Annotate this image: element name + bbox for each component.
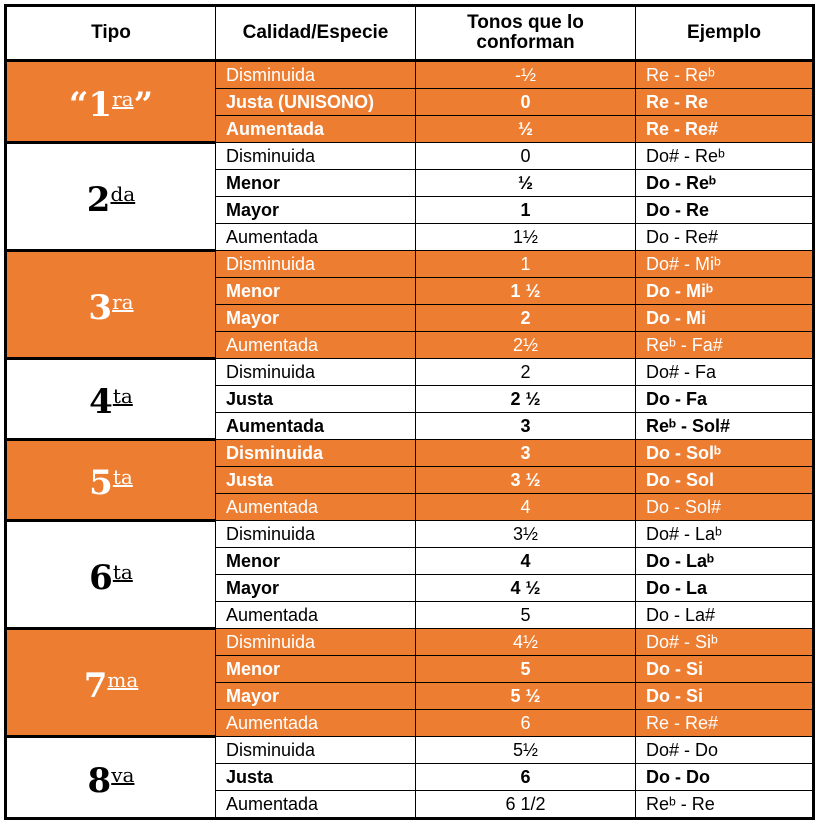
- example-cell: Do - Mi: [636, 305, 814, 332]
- interval-suffix: ra: [112, 86, 134, 111]
- header-calidad: Calidad/Especie: [216, 6, 416, 61]
- table-row: [6, 521, 814, 548]
- quality-cell: Menor: [216, 548, 416, 575]
- example-cell: Do - Fa: [636, 386, 814, 413]
- example-cell: Do - Sol: [636, 467, 814, 494]
- table-row: [6, 251, 814, 278]
- tones-cell: 2½: [416, 332, 636, 359]
- interval-number: 3: [88, 287, 113, 328]
- example-cell: Re - Re: [636, 89, 814, 116]
- table-row: [6, 143, 814, 170]
- interval-suffix: ma: [107, 667, 139, 692]
- quality-cell: Justa (UNISONO): [216, 89, 416, 116]
- example-cell: Do# - Reᵇ: [636, 143, 814, 170]
- quality-cell: Mayor: [216, 305, 416, 332]
- example-cell: Do - Miᵇ: [636, 278, 814, 305]
- table-row: [6, 359, 814, 386]
- example-cell: Reᵇ - Fa#: [636, 332, 814, 359]
- tones-cell: 2 ½: [416, 386, 636, 413]
- interval-number: 8: [87, 760, 112, 801]
- quality-cell: Disminuida: [216, 629, 416, 656]
- interval-number: 6: [89, 557, 113, 598]
- example-cell: Do - Si: [636, 683, 814, 710]
- interval-type-cell: [6, 521, 216, 629]
- interval-type-cell: [6, 359, 216, 440]
- tones-cell: 2: [416, 359, 636, 386]
- quality-cell: Disminuida: [216, 61, 416, 89]
- example-cell: Do - La: [636, 575, 814, 602]
- tones-cell: 4: [416, 548, 636, 575]
- tones-cell: 6: [416, 710, 636, 737]
- tones-cell: 5½: [416, 737, 636, 764]
- tones-cell: 5 ½: [416, 683, 636, 710]
- interval-number: 4: [89, 382, 113, 422]
- example-cell: Do# - Siᵇ: [636, 629, 814, 656]
- tones-cell: 1 ½: [416, 278, 636, 305]
- interval-suffix: da: [110, 181, 136, 206]
- tones-cell: ½: [416, 170, 636, 197]
- table-body: [6, 61, 814, 819]
- quality-cell: Disminuida: [216, 521, 416, 548]
- example-cell: Do - Re#: [636, 224, 814, 251]
- tones-cell: 2: [416, 305, 636, 332]
- tones-cell: 3: [416, 440, 636, 467]
- example-cell: Do - Solᵇ: [636, 440, 814, 467]
- quality-cell: Aumentada: [216, 224, 416, 251]
- tones-cell: 4½: [416, 629, 636, 656]
- tones-cell: -½: [416, 61, 636, 89]
- example-cell: Do# - Fa: [636, 359, 814, 386]
- example-cell: Do - Reᵇ: [636, 170, 814, 197]
- header-row: [6, 6, 814, 61]
- example-cell: Do# - Laᵇ: [636, 521, 814, 548]
- tones-cell: 6 1/2: [416, 791, 636, 819]
- example-cell: Do - Si: [636, 656, 814, 683]
- example-cell: Reᵇ - Sol#: [636, 413, 814, 440]
- interval-table: [4, 4, 815, 820]
- quality-cell: Aumentada: [216, 332, 416, 359]
- header-tipo: Tipo: [6, 6, 216, 61]
- example-cell: Do - Do: [636, 764, 814, 791]
- example-cell: Do - Re: [636, 197, 814, 224]
- example-cell: Do - La#: [636, 602, 814, 629]
- tones-cell: 3½: [416, 521, 636, 548]
- interval-type-cell: [6, 61, 216, 143]
- tones-cell: 6: [416, 764, 636, 791]
- interval-suffix: ra: [112, 289, 134, 314]
- quality-cell: Justa: [216, 764, 416, 791]
- tones-cell: 1: [416, 251, 636, 278]
- interval-suffix: va: [111, 762, 135, 787]
- interval-type-cell: [6, 143, 216, 251]
- quality-cell: Justa: [216, 386, 416, 413]
- interval-suffix: ta: [112, 559, 133, 584]
- header-ejemplo: Ejemplo: [636, 6, 814, 61]
- interval-type-cell: [6, 251, 216, 359]
- example-cell: Do# - Do: [636, 737, 814, 764]
- example-cell: Do# - Miᵇ: [636, 251, 814, 278]
- interval-number: 5: [89, 463, 113, 503]
- quality-cell: Menor: [216, 278, 416, 305]
- quality-cell: Menor: [216, 170, 416, 197]
- tones-cell: ½: [416, 116, 636, 143]
- tones-cell: 1: [416, 197, 636, 224]
- example-cell: Re - Re#: [636, 116, 814, 143]
- interval-number: “1: [68, 84, 113, 125]
- table-row: [6, 629, 814, 656]
- quality-cell: Mayor: [216, 683, 416, 710]
- table-row: [6, 440, 814, 467]
- quality-cell: Aumentada: [216, 710, 416, 737]
- quality-cell: Justa: [216, 467, 416, 494]
- quality-cell: Mayor: [216, 575, 416, 602]
- example-cell: Re - Re#: [636, 710, 814, 737]
- example-cell: Do - Sol#: [636, 494, 814, 521]
- example-cell: Reᵇ - Re: [636, 791, 814, 819]
- header-tonos: Tonos que lo conforman: [416, 6, 636, 61]
- interval-quote-close: ”: [133, 84, 154, 125]
- quality-cell: Disminuida: [216, 143, 416, 170]
- tones-cell: 0: [416, 143, 636, 170]
- tones-cell: 5: [416, 656, 636, 683]
- tones-cell: 4: [416, 494, 636, 521]
- quality-cell: Aumentada: [216, 494, 416, 521]
- quality-cell: Mayor: [216, 197, 416, 224]
- tones-cell: 3: [416, 413, 636, 440]
- table-row: [6, 737, 814, 764]
- quality-cell: Disminuida: [216, 440, 416, 467]
- interval-type-cell: [6, 440, 216, 521]
- quality-cell: Aumentada: [216, 602, 416, 629]
- interval-type-cell: [6, 629, 216, 737]
- example-cell: Re - Reᵇ: [636, 61, 814, 89]
- tones-cell: 4 ½: [416, 575, 636, 602]
- example-cell: Do - Laᵇ: [636, 548, 814, 575]
- quality-cell: Aumentada: [216, 791, 416, 819]
- quality-cell: Disminuida: [216, 251, 416, 278]
- table-row: [6, 61, 814, 89]
- tones-cell: 1½: [416, 224, 636, 251]
- interval-number: 7: [83, 665, 108, 706]
- tones-cell: 3 ½: [416, 467, 636, 494]
- interval-suffix: ta: [112, 384, 133, 408]
- interval-number: 2: [86, 179, 111, 220]
- quality-cell: Disminuida: [216, 359, 416, 386]
- tones-cell: 0: [416, 89, 636, 116]
- interval-type-cell: [6, 737, 216, 819]
- quality-cell: Disminuida: [216, 737, 416, 764]
- interval-suffix: ta: [112, 465, 133, 489]
- quality-cell: Menor: [216, 656, 416, 683]
- quality-cell: Aumentada: [216, 413, 416, 440]
- quality-cell: Aumentada: [216, 116, 416, 143]
- tones-cell: 5: [416, 602, 636, 629]
